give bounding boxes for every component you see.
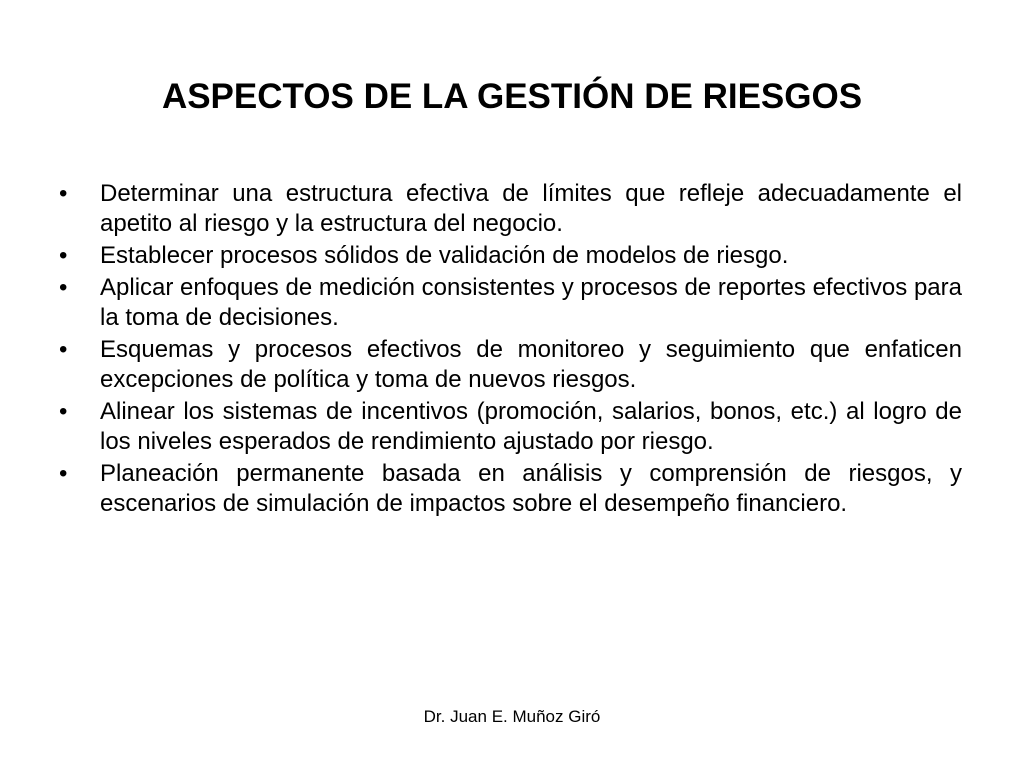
slide-title: ASPECTOS DE LA GESTIÓN DE RIESGOS: [161, 77, 863, 116]
bullet-item-limits: [56, 179, 962, 239]
bullet-text: Esquemas y procesos efectivos de monitoreo y seguimiento que enfaticen excepciones de política y toma de nuevos riesgos.: [100, 336, 962, 393]
bullet-item-incentives: [56, 397, 962, 457]
bullet-text: Establecer procesos sólidos de validación de modelos de riesgo.: [100, 242, 789, 269]
bullet-text: Alinear los sistemas de incentivos (promoción, salarios, bonos, etc.) al logro de los niveles esperados de rendimiento ajustado por riesgo.: [100, 398, 962, 455]
bullet-item-validation: [56, 241, 962, 271]
bullet-item-planning: [56, 459, 962, 519]
bullet-dot-icon: •: [59, 398, 68, 425]
bullet-dot-icon: •: [59, 242, 68, 269]
bullet-list: [56, 179, 962, 521]
bullet-dot-icon: •: [59, 180, 68, 207]
bullet-text: Determinar una estructura efectiva de límites que refleje adecuadamente el apetito al riesgo y la estructura del negocio.: [100, 180, 962, 237]
bullet-dot-icon: •: [59, 336, 68, 363]
slide-footer-author: Dr. Juan E. Muñoz Giró: [423, 707, 601, 726]
bullet-dot-icon: •: [59, 460, 68, 487]
bullet-text: Aplicar enfoques de medición consistentes y procesos de reportes efectivos para la toma de decisiones.: [100, 274, 962, 331]
bullet-text: Planeación permanente basada en análisis y comprensión de riesgos, y escenarios de simulación de impactos sobre el desempeño financiero.: [100, 460, 962, 517]
bullet-dot-icon: •: [59, 274, 68, 301]
bullet-item-monitoring: [56, 335, 962, 395]
bullet-item-measurement: [56, 273, 962, 333]
